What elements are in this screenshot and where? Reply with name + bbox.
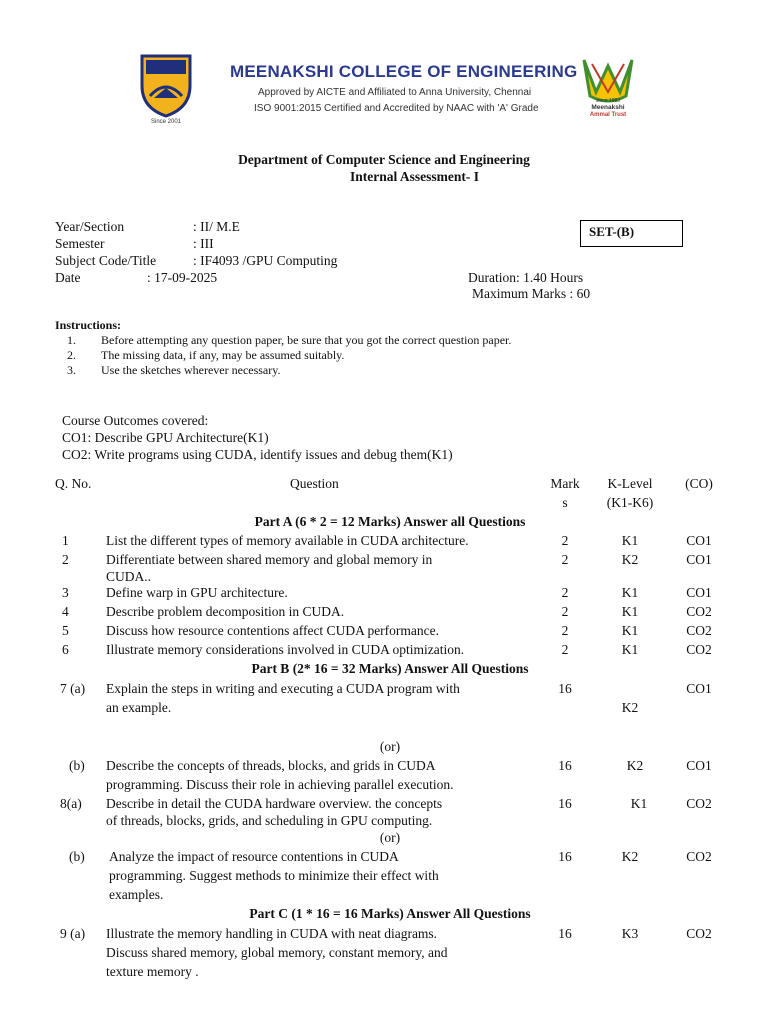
approval-line: Approved by AICTE and Affiliated to Anna University, Chennai [258,87,532,98]
question-text-cont: texture memory . [106,964,199,979]
question-klevel: K2 [626,758,644,773]
question-klevel: K2 [621,700,639,715]
question-klevel: K1 [621,585,639,600]
question-marks: 16 [558,849,572,864]
header-marks-suffix: s [562,495,568,510]
question-co: CO2 [686,642,712,657]
question-number: 7 (a) [60,681,86,696]
logo-since-text: Since 2001 [150,119,182,124]
question-text: Explain the steps in writing and executing a CUDA program with [106,681,460,696]
question-klevel: K2 [621,552,639,567]
question-text: Discuss how resource contentions affect CUDA performance. [106,623,440,638]
question-number: 1 [62,533,69,548]
question-co: CO2 [686,796,712,811]
question-marks: 2 [561,604,569,619]
question-text-cont: programming. Discuss their role in achieving parallel execution. [106,777,454,792]
instructions-title: Instructions: [55,318,122,332]
header-klevel: K-Level [607,476,653,491]
question-marks: 2 [561,623,569,638]
question-marks: 2 [561,552,569,567]
question-klevel: K1 [621,604,639,619]
question-text: Define warp in GPU architecture. [106,585,288,600]
question-text: Describe in detail the CUDA hardware overview. the concepts [106,796,443,811]
course-outcome-2: CO2: Write programs using CUDA, identify issues and debug them(K1) [62,447,453,462]
question-number: 3 [62,585,69,600]
question-number: 6 [62,642,69,657]
part-b-title: Part B (2* 16 = 32 Marks) Answer All Questions [251,661,529,676]
header-marks: Mark [550,476,580,491]
assessment-title: Internal Assessment- I [350,169,480,184]
subject-value: : IF4093 /GPU Computing [193,253,338,268]
question-text-cont: examples. [109,887,164,902]
question-marks: 16 [558,681,572,696]
trust-logo [578,52,638,118]
department-title: Department of Computer Science and Engineering [238,152,530,167]
trust-since-text: since 1983 [595,98,621,104]
course-outcome-1: CO1: Describe GPU Architecture(K1) [62,430,269,445]
question-text-cont: programming. Suggest methods to minimize their effect with [109,868,439,883]
question-klevel: K1 [621,623,639,638]
college-name: MEENAKSHI COLLEGE OF ENGINEERING [230,62,578,81]
question-klevel: K1 [630,796,648,811]
question-text: Describe problem decomposition in CUDA. [106,604,345,619]
part-c-title: Part C (1 * 16 = 16 Marks) Answer All Questions [249,906,531,921]
date-value: : 17-09-2025 [147,270,218,285]
instruction-num: 1. [67,333,76,347]
question-co: CO2 [686,849,712,864]
question-klevel: K1 [621,642,639,657]
college-crest-logo [138,52,194,124]
question-marks: 16 [558,796,572,811]
instruction-num: 3. [67,363,76,377]
date-label: Date [55,270,81,285]
question-marks: 2 [561,642,569,657]
question-klevel: K3 [621,926,639,941]
question-number: (b) [69,758,85,773]
question-marks: 16 [558,926,572,941]
question-co: CO1 [686,681,712,696]
course-outcomes-title: Course Outcomes covered: [62,413,209,428]
question-text: Describe the concepts of threads, blocks, and grids in CUDA [106,758,436,773]
question-co: CO1 [686,533,712,548]
instruction-text: Use the sketches wherever necessary. [101,363,281,377]
question-text: Differentiate between shared memory and global memory in [106,552,433,567]
question-co: CO1 [686,585,712,600]
header-klevel-range: (K1-K6) [606,495,654,510]
question-text: List the different types of memory available in CUDA architecture. [106,533,469,548]
question-text: Illustrate memory considerations involved in CUDA optimization. [106,642,465,657]
question-number: 2 [62,552,69,567]
trust-title-text: Ammal Trust [589,112,627,118]
duration: Duration: 1.40 Hours [468,270,584,285]
question-marks: 2 [561,533,569,548]
question-number: 9 (a) [60,926,86,941]
instruction-text: Before attempting any question paper, be sure that you got the correct question paper. [101,333,512,347]
instruction-text: The missing data, if any, may be assumed suitably. [101,348,345,362]
question-text-cont: an example. [106,700,172,715]
question-number: 5 [62,623,69,638]
or-separator: (or) [379,830,401,845]
question-co: CO2 [686,604,712,619]
or-separator: (or) [379,739,401,754]
year-value: : II/ M.E [193,219,240,234]
question-number: 4 [62,604,69,619]
max-marks: Maximum Marks : 60 [472,286,591,301]
question-co: CO2 [686,926,712,941]
question-co: CO2 [686,623,712,638]
question-text-cont: CUDA.. [106,569,152,584]
question-klevel: K2 [621,849,639,864]
question-text: Analyze the impact of resource contentions in CUDA [109,849,399,864]
part-a-title: Part A (6 * 2 = 12 Marks) Answer all Questions [254,514,526,529]
set-box: SET-(B) [580,220,683,247]
trust-name-text: Meenakshi [591,104,625,111]
question-text-cont: Discuss shared memory, global memory, constant memory, and [106,945,448,960]
iso-line: ISO 9001:2015 Certified and Accredited by NAAC with 'A' Grade [254,103,539,114]
question-co: CO1 [686,758,712,773]
header-question: Question [290,476,339,491]
subject-label: Subject Code/Title [55,253,157,268]
header-co: (CO) [685,476,713,491]
question-marks: 16 [558,758,572,773]
question-number: (b) [69,849,85,864]
year-label: Year/Section [55,219,125,234]
semester-value: : III [193,236,214,251]
instruction-num: 2. [67,348,76,362]
semester-label: Semester [55,236,105,251]
question-co: CO1 [686,552,712,567]
header-qno: Q. No. [55,476,92,491]
question-text: Illustrate the memory handling in CUDA with neat diagrams. [106,926,438,941]
question-text-cont: of threads, blocks, grids, and scheduling in GPU computing. [106,813,433,828]
question-number: 8(a) [60,796,82,811]
question-klevel: K1 [621,533,639,548]
question-marks: 2 [561,585,569,600]
